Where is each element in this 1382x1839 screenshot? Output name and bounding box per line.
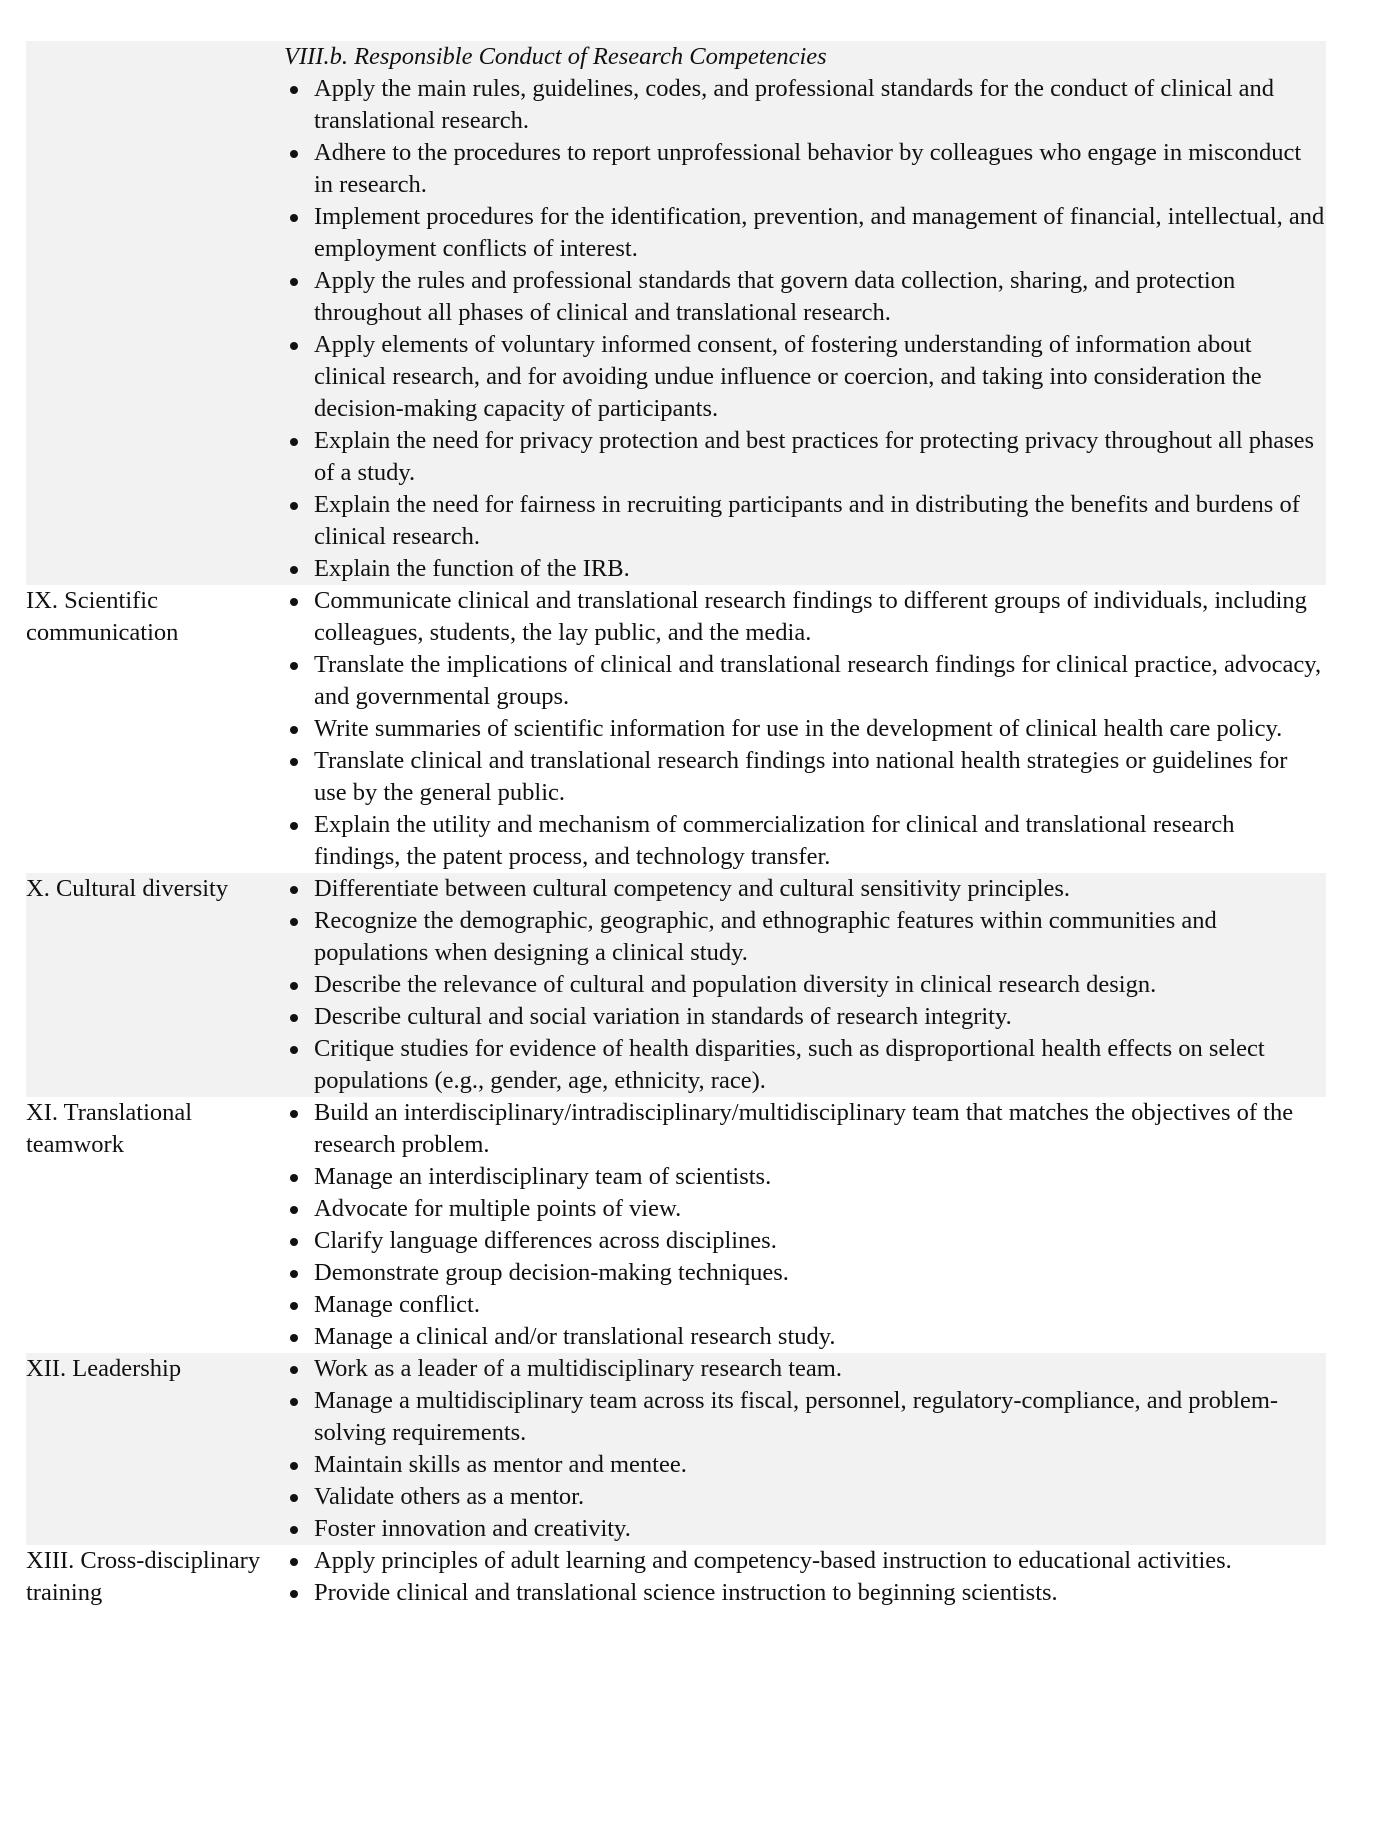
- bullet-icon: [290, 1462, 298, 1470]
- list-item: [284, 137, 1326, 201]
- list-item-text: Translate clinical and translational research findings into national health strategies or guidelines for use by the general public.: [314, 747, 1288, 806]
- bullet-icon: [290, 662, 298, 670]
- bullet-icon: [290, 918, 298, 926]
- bullet-icon: [290, 982, 298, 990]
- list-item: [284, 201, 1326, 265]
- list-item-text: Manage a multidisciplinary team across its fiscal, personnel, regulatory-compliance, and problem-solving requirements.: [314, 1387, 1279, 1446]
- list-item-text: Apply elements of voluntary informed consent, of fostering understanding of information about clinical research, and for avoiding undue influence or coercion, and taking into consideration the decision-making capacity of participants.: [314, 331, 1262, 422]
- list-item-text: Translate the implications of clinical and translational research findings for clinical practice, advocacy, and governmental groups.: [314, 651, 1322, 710]
- list-item-text: Manage conflict.: [314, 1291, 480, 1318]
- bullet-icon: [290, 214, 298, 222]
- subsection-heading: VIII.b. Responsible Conduct of Research Competencies: [284, 43, 827, 70]
- list-item: [284, 809, 1326, 873]
- list-item-text: Apply the rules and professional standards that govern data collection, sharing, and protection throughout all phases of clinical and translational research.: [314, 267, 1236, 326]
- list-item-text: Explain the need for privacy protection and best practices for protecting privacy throughout all phases of a study.: [314, 427, 1315, 486]
- competency-items-cell: [284, 1545, 1326, 1609]
- list-item: [284, 1225, 1326, 1257]
- list-item: [284, 745, 1326, 809]
- list-item-text: Manage a clinical and/or translational research study.: [314, 1323, 836, 1350]
- competency-list: [284, 1097, 1326, 1353]
- bullet-icon: [290, 726, 298, 734]
- bullet-icon: [290, 502, 298, 510]
- list-item-text: Work as a leader of a multidisciplinary research team.: [314, 1355, 842, 1382]
- domain-label: [26, 41, 284, 585]
- bullet-icon: [290, 1334, 298, 1342]
- competency-list: [284, 1545, 1326, 1609]
- competencies-table: [26, 41, 1326, 1609]
- list-item-text: Explain the function of the IRB.: [314, 555, 630, 582]
- competency-list: [284, 1353, 1326, 1545]
- bullet-icon: [290, 566, 298, 574]
- competency-items-cell: [284, 1097, 1326, 1353]
- list-item: [284, 1353, 1326, 1385]
- competency-items-cell: [284, 1353, 1326, 1545]
- domain-label: X. Cultural diversity: [26, 873, 284, 1097]
- list-item: [284, 969, 1326, 1001]
- list-item: [284, 1033, 1326, 1097]
- list-item-text: Manage an interdisciplinary team of scientists.: [314, 1163, 772, 1190]
- bullet-icon: [290, 278, 298, 286]
- list-item-text: Advocate for multiple points of view.: [314, 1195, 682, 1222]
- competency-list: [284, 873, 1326, 1097]
- domain-label: IX. Scientific communication: [26, 587, 179, 646]
- list-item: [284, 489, 1326, 553]
- list-item: [284, 425, 1326, 489]
- bullet-icon: [290, 1494, 298, 1502]
- bullet-icon: [290, 598, 298, 606]
- competency-row: [26, 873, 1326, 1097]
- competency-items-cell: [284, 873, 1326, 1097]
- list-item: [284, 1481, 1326, 1513]
- list-item-text: Build an interdisciplinary/intradisciplinary/multidisciplinary team that matches the objectives of the research problem.: [314, 1099, 1294, 1158]
- bullet-icon: [290, 1590, 298, 1598]
- list-item: [284, 265, 1326, 329]
- list-item: [284, 1161, 1326, 1193]
- competencies-table-body: [26, 41, 1326, 1609]
- bullet-icon: [290, 1174, 298, 1182]
- list-item-text: Maintain skills as mentor and mentee.: [314, 1451, 687, 1478]
- competency-row: [26, 1545, 1326, 1609]
- bullet-icon: [290, 1046, 298, 1054]
- list-item-text: Recognize the demographic, geographic, and ethnographic features within communities and populations when designing a clinical study.: [314, 907, 1217, 966]
- bullet-icon: [290, 1302, 298, 1310]
- bullet-icon: [290, 1110, 298, 1118]
- list-item: [284, 1097, 1326, 1161]
- list-item-text: Adhere to the procedures to report unprofessional behavior by colleagues who engage in misconduct in research.: [314, 139, 1302, 198]
- list-item: [284, 1001, 1326, 1033]
- bullet-icon: [290, 822, 298, 830]
- competency-items-cell: [284, 585, 1326, 873]
- list-item: [284, 1257, 1326, 1289]
- list-item: [284, 1545, 1326, 1577]
- list-item: [284, 1193, 1326, 1225]
- list-item-text: Differentiate between cultural competency and cultural sensitivity principles.: [314, 875, 1071, 902]
- bullet-icon: [290, 886, 298, 894]
- bullet-icon: [290, 1526, 298, 1534]
- list-item: [284, 713, 1326, 745]
- list-item: [284, 553, 1326, 585]
- list-item-text: Implement procedures for the identification, prevention, and management of financial, intellectual, and employment conflicts of interest.: [314, 203, 1325, 262]
- list-item-text: Apply principles of adult learning and competency-based instruction to educational activities.: [314, 1547, 1232, 1574]
- list-item-text: Clarify language differences across disciplines.: [314, 1227, 777, 1254]
- bullet-icon: [290, 86, 298, 94]
- list-item-text: Foster innovation and creativity.: [314, 1515, 631, 1542]
- list-item-text: Demonstrate group decision-making techniques.: [314, 1259, 789, 1286]
- bullet-icon: [290, 1014, 298, 1022]
- bullet-icon: [290, 1238, 298, 1246]
- list-item: [284, 1385, 1326, 1449]
- bullet-icon: [290, 1366, 298, 1374]
- list-item-text: Explain the need for fairness in recruiting participants and in distributing the benefits and burdens of clinical research.: [314, 491, 1300, 550]
- competency-items-cell: [284, 41, 1326, 585]
- list-item-text: Explain the utility and mechanism of commercialization for clinical and translational research findings, the patent process, and technology transfer.: [314, 811, 1235, 870]
- list-item-text: Describe the relevance of cultural and population diversity in clinical research design.: [314, 971, 1157, 998]
- list-item: [284, 905, 1326, 969]
- bullet-icon: [290, 438, 298, 446]
- list-item-text: Validate others as a mentor.: [314, 1483, 585, 1510]
- list-item-text: Critique studies for evidence of health disparities, such as disproportional health effects on select populations (e.g., gender, age, ethnicity, race).: [314, 1035, 1265, 1094]
- list-item: [284, 73, 1326, 137]
- domain-label: XIII. Cross-disciplinary training: [26, 1547, 261, 1606]
- list-item: [284, 649, 1326, 713]
- domain-label: XI. Translational teamwork: [26, 1099, 193, 1158]
- competency-row: [26, 1097, 1326, 1353]
- list-item-text: Write summaries of scientific information for use in the development of clinical health care policy.: [314, 715, 1283, 742]
- bullet-icon: [290, 1270, 298, 1278]
- list-item-text: Apply the main rules, guidelines, codes, and professional standards for the conduct of clinical and translational research.: [314, 75, 1274, 134]
- competency-row: [26, 1353, 1326, 1545]
- bullet-icon: [290, 150, 298, 158]
- competency-list: [284, 585, 1326, 873]
- competency-row: [26, 41, 1326, 585]
- bullet-icon: [290, 342, 298, 350]
- list-item: [284, 585, 1326, 649]
- domain-label: XII. Leadership: [26, 1353, 284, 1545]
- bullet-icon: [290, 1558, 298, 1566]
- bullet-icon: [290, 758, 298, 766]
- competency-row: [26, 585, 1326, 873]
- list-item: [284, 1321, 1326, 1353]
- list-item: [284, 873, 1326, 905]
- list-item-text: Provide clinical and translational science instruction to beginning scientists.: [314, 1579, 1058, 1606]
- list-item-text: Communicate clinical and translational research findings to different groups of individuals, including colleagues, students, the lay public, and the media.: [314, 587, 1307, 646]
- list-item-text: Describe cultural and social variation in standards of research integrity.: [314, 1003, 1012, 1030]
- competency-list: [284, 73, 1326, 585]
- list-item: [284, 1449, 1326, 1481]
- list-item: [284, 329, 1326, 425]
- list-item: [284, 1577, 1326, 1609]
- bullet-icon: [290, 1206, 298, 1214]
- bullet-icon: [290, 1398, 298, 1406]
- list-item: [284, 1513, 1326, 1545]
- list-item: [284, 1289, 1326, 1321]
